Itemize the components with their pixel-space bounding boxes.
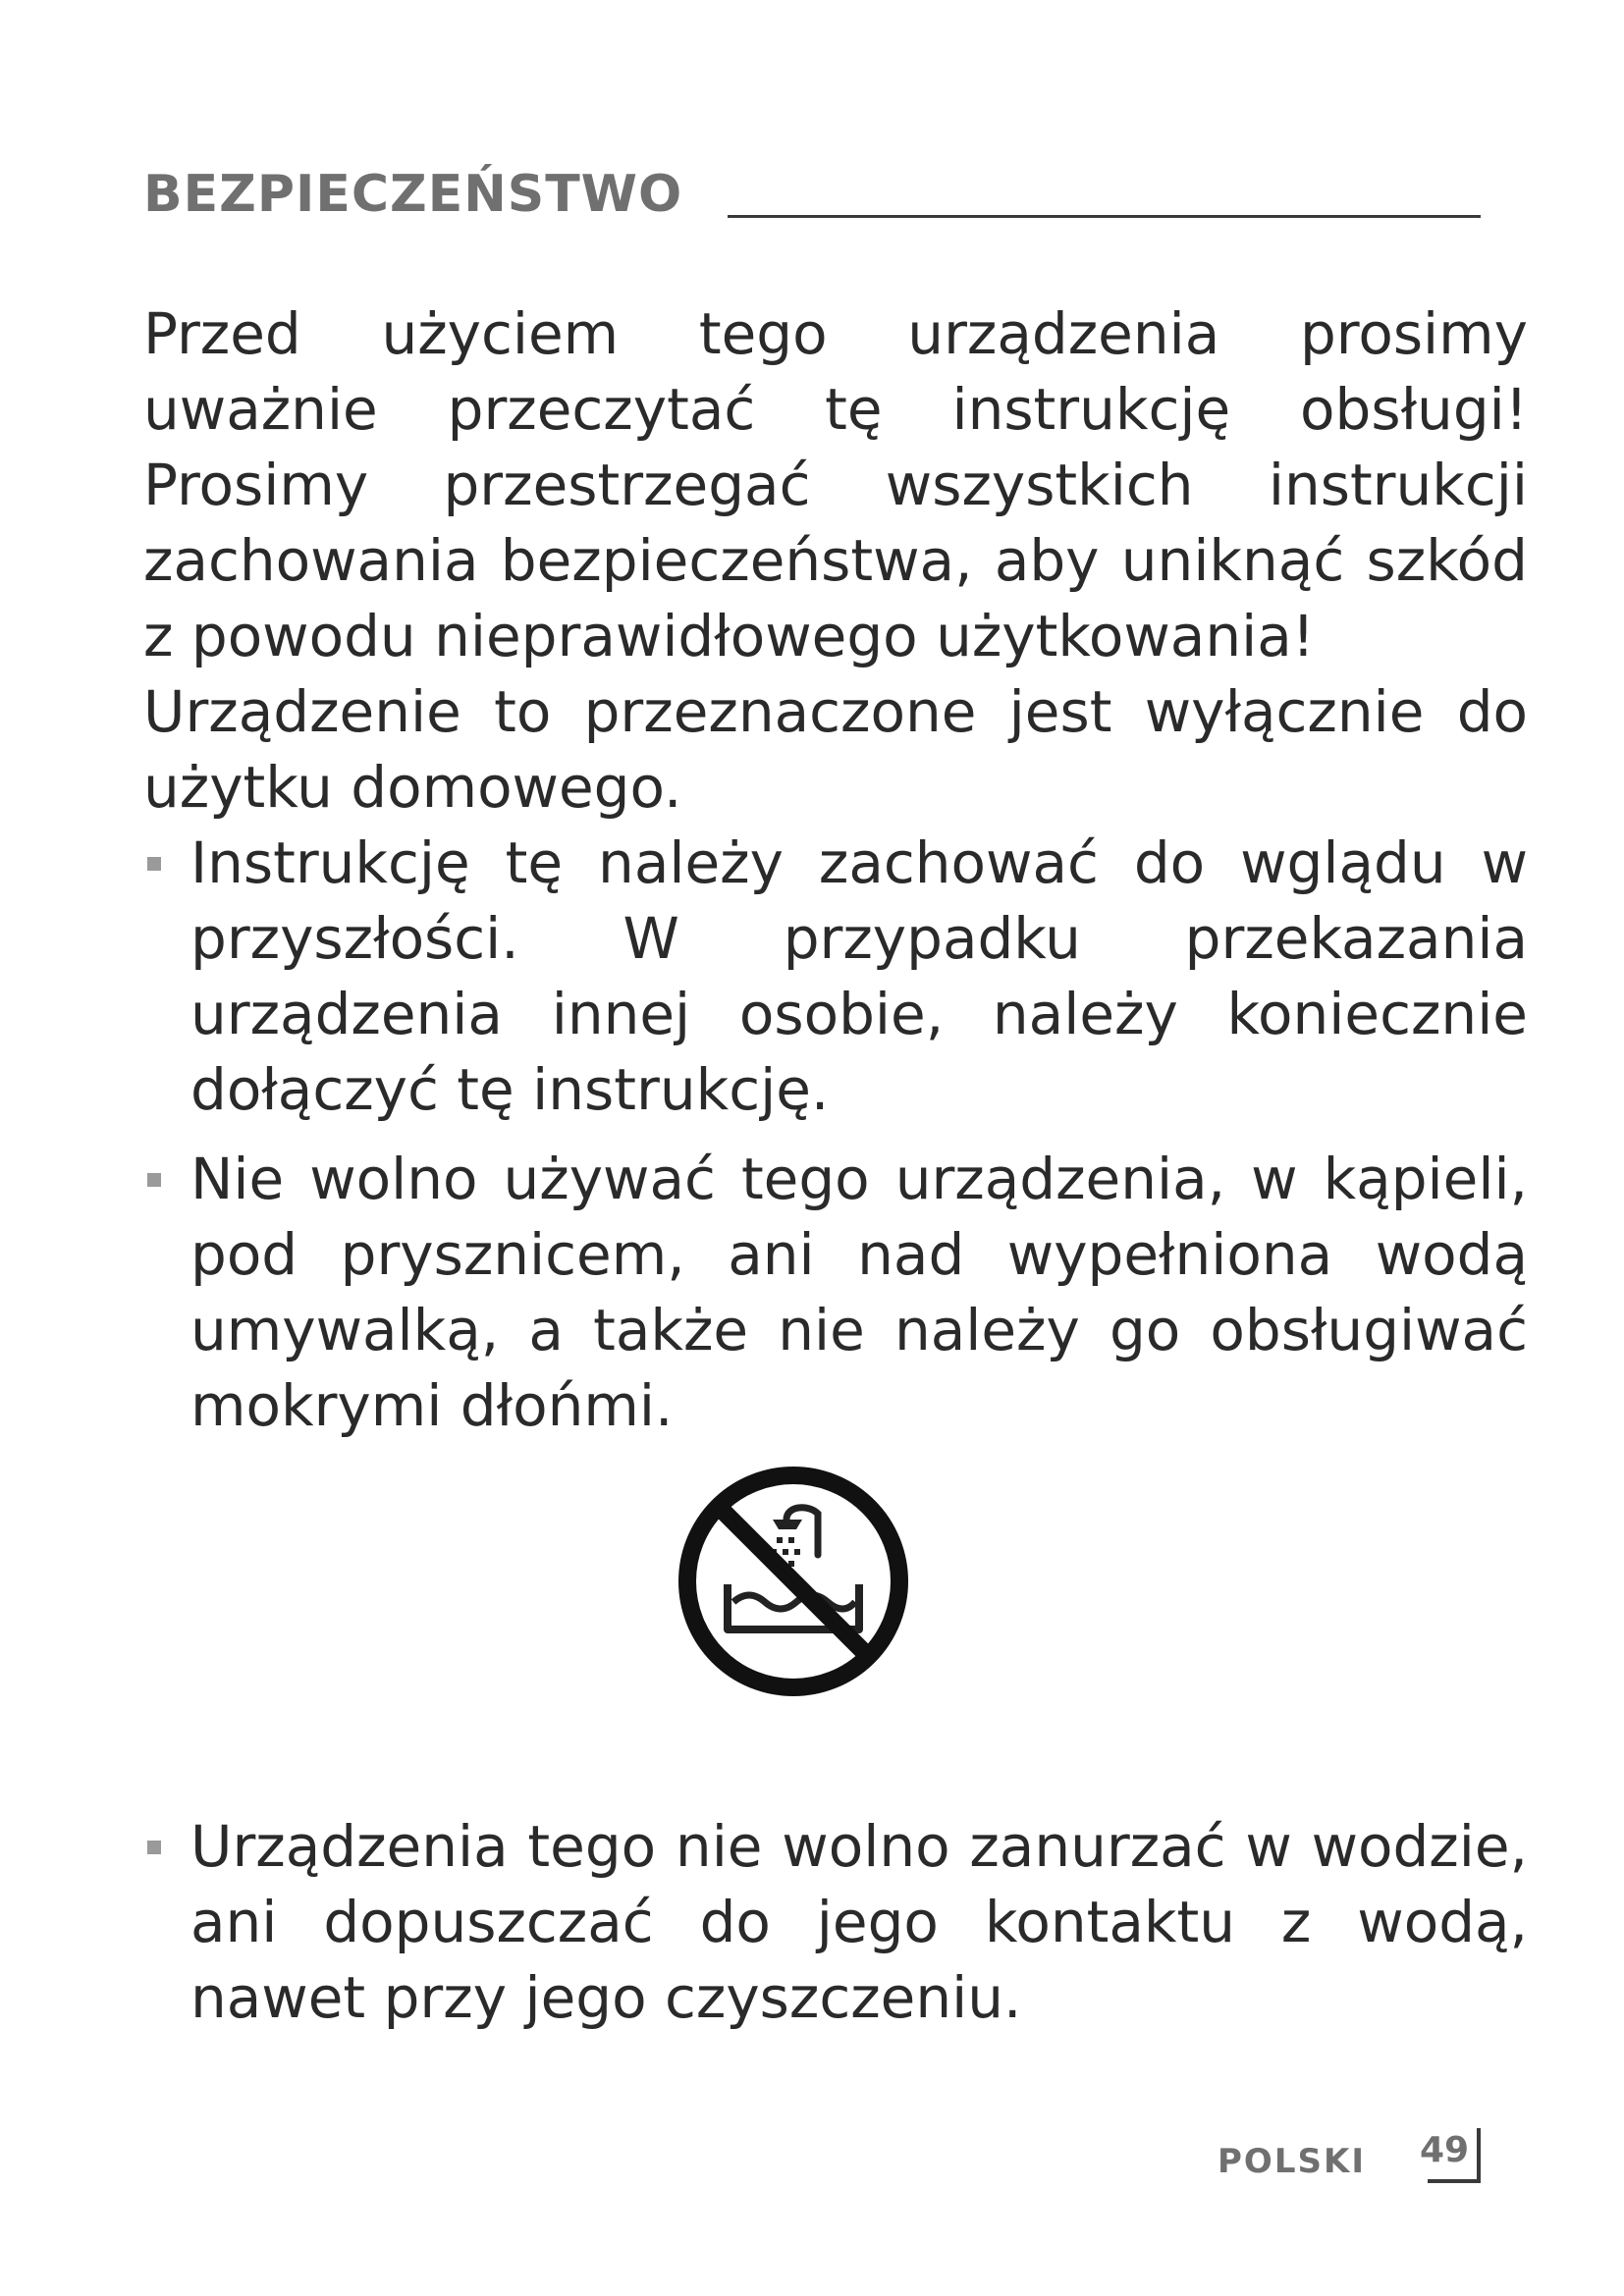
footer-language: POLSKI — [1218, 2142, 1366, 2181]
list-item-text: Nie wolno używać tego urządzenia, w kąpieli, pod prysznicem, ani nad wypełniona wodą umywalką, a także nie należy go obsługiwać mokrymi dłońmi. — [190, 1146, 1528, 1439]
main-content — [143, 296, 1528, 2036]
title-underline — [728, 215, 1481, 218]
section-title: BEZPIECZEŃSTWO — [143, 165, 683, 224]
page-number: 49 — [1420, 2130, 1470, 2170]
no-bath-shower-icon — [671, 1459, 916, 1704]
bullet-square-icon — [147, 857, 161, 871]
list-item — [143, 1142, 1528, 1444]
safety-list — [143, 826, 1528, 2036]
bullet-square-icon — [147, 1173, 161, 1187]
page-number-bracket — [1428, 2128, 1481, 2183]
list-item-text: Urządzenia tego nie wolno zanurzać w wodzie, ani dopuszczać do jego kontaktu z wodą, nawet przy jego czyszczeniu. — [190, 1813, 1528, 2031]
page-footer — [1218, 2128, 1502, 2187]
list-item — [143, 1809, 1528, 2036]
bullet-square-icon — [147, 1841, 161, 1854]
section-header — [143, 165, 1481, 224]
list-item-text: Instrukcję tę należy zachować do wglądu w przyszłości. W przypadku przekazania urządzenia innej osobie, należy koniecznie dołączyć tę instrukcję. — [190, 829, 1528, 1123]
list-item — [143, 826, 1528, 1128]
intro-paragraph: Przed użyciem tego urządzenia prosimy uważnie przeczytać tę instrukcję obsługi! Prosimy przestrzegać wszystkich instrukcji zachowania bezpieczeństwa, aby uniknąć szkód z powodu nieprawidłowego użytkowania! — [143, 300, 1528, 669]
usage-paragraph: Urządzenie to przeznaczone jest wyłącznie do użytku domowego. — [143, 678, 1528, 821]
